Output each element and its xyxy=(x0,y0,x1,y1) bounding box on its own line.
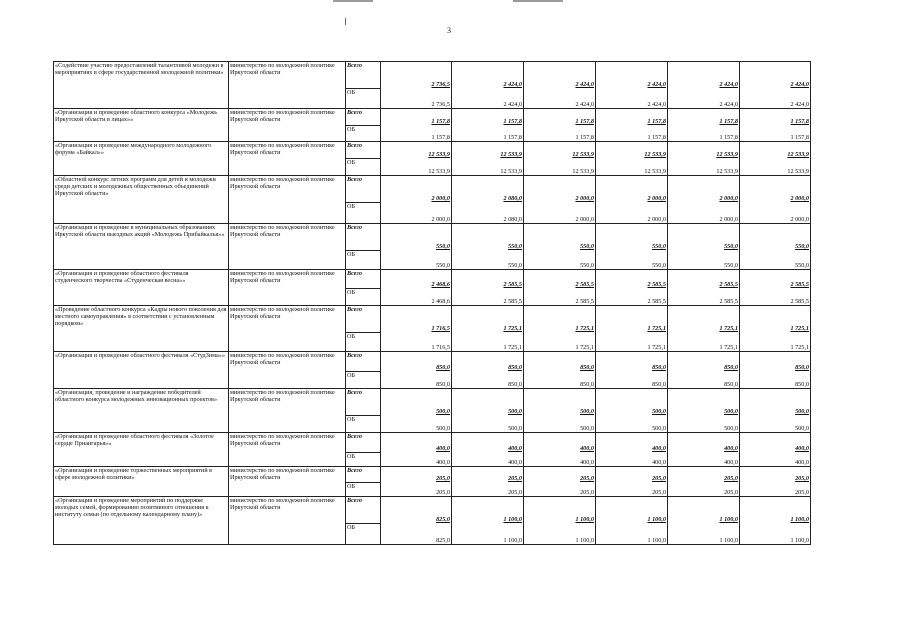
ob-amount: 500,0 xyxy=(596,416,668,433)
ob-amount: 400,0 xyxy=(596,453,668,467)
ob-amount: 1 725,1 xyxy=(596,333,668,352)
funding-type-ob: ОБ xyxy=(347,126,356,133)
ob-amount: 1 100,0 xyxy=(596,524,668,545)
total-amount: 2 000,0 xyxy=(740,176,811,203)
ob-amount: 2 585,5 xyxy=(740,289,811,306)
total-amount: 550,0 xyxy=(740,224,811,251)
total-amount: 500,0 xyxy=(740,389,811,416)
ob-amount: 2 424,0 xyxy=(740,89,811,109)
budget-table xyxy=(53,61,811,545)
ob-amount: 205,0 xyxy=(668,483,740,497)
total-amount: 2 000,0 xyxy=(596,176,668,203)
ob-amount: 550,0 xyxy=(596,251,668,270)
funding-type-total: Всего xyxy=(347,62,362,69)
table-row xyxy=(54,352,811,372)
total-amount: 2 585,5 xyxy=(524,270,596,289)
ob-amount: 400,0 xyxy=(740,453,811,467)
ob-amount: 2 585,5 xyxy=(452,289,524,306)
ob-amount: 850,0 xyxy=(452,372,524,389)
funding-type-total: Всего xyxy=(347,389,362,396)
responsible-department: министерство по молодежной политике Иркутской области xyxy=(229,433,346,467)
responsible-department: министерство по молодежной политике Иркутской области xyxy=(229,142,346,176)
funding-type-ob: ОБ xyxy=(347,333,356,340)
table-row xyxy=(54,467,811,483)
total-amount: 2 585,5 xyxy=(668,270,740,289)
total-amount: 2 424,0 xyxy=(740,62,811,89)
funding-type-ob: ОБ xyxy=(347,89,356,96)
activity-name: «Организация и проведение областного конкурса «Молодежь Иркутской области в лицах»» xyxy=(54,109,229,142)
total-amount: 1 157,8 xyxy=(524,109,596,126)
ob-amount: 400,0 xyxy=(668,453,740,467)
funding-type-ob: ОБ xyxy=(347,416,356,423)
table-row xyxy=(54,109,811,126)
ob-amount: 205,0 xyxy=(524,483,596,497)
ob-amount: 500,0 xyxy=(524,416,596,433)
activity-name: «Организация и проведение торжественных мероприятий в сфере молодежной политики» xyxy=(54,467,229,497)
activity-name: «Проведение областного конкурса «Кадры нового поколения для местного самоуправления» в соответствии с установленным порядком» xyxy=(54,306,229,352)
activity-name: «Организация, проведение и награждение победителей областного конкурса молодежных инновационных проектов» xyxy=(54,389,229,433)
total-amount: 2 468,6 xyxy=(381,270,452,289)
total-amount: 2 585,5 xyxy=(596,270,668,289)
funding-type-ob: ОБ xyxy=(347,453,356,460)
total-amount: 1 100,0 xyxy=(596,497,668,524)
total-amount: 400,0 xyxy=(452,433,524,453)
total-amount: 205,0 xyxy=(668,467,740,483)
ob-amount: 205,0 xyxy=(381,483,452,497)
ob-amount: 12 533,9 xyxy=(668,159,740,176)
ob-amount: 500,0 xyxy=(452,416,524,433)
total-amount: 850,0 xyxy=(740,352,811,372)
total-amount: 550,0 xyxy=(524,224,596,251)
total-amount: 2 424,0 xyxy=(452,62,524,89)
total-amount: 2 585,5 xyxy=(740,270,811,289)
total-amount: 2 080,0 xyxy=(452,176,524,203)
funding-type-total: Всего xyxy=(347,224,362,231)
ob-amount: 2 424,0 xyxy=(596,89,668,109)
ob-amount: 1 725,1 xyxy=(740,333,811,352)
ob-amount: 1 157,8 xyxy=(596,126,668,142)
funding-type-ob: ОБ xyxy=(347,372,356,379)
total-amount: 205,0 xyxy=(740,467,811,483)
ob-amount: 2 424,0 xyxy=(452,89,524,109)
total-amount: 850,0 xyxy=(668,352,740,372)
ob-amount: 1 725,1 xyxy=(452,333,524,352)
ob-amount: 2 000,0 xyxy=(668,203,740,224)
ob-amount: 550,0 xyxy=(524,251,596,270)
ob-amount: 12 533,9 xyxy=(524,159,596,176)
funding-type-ob: ОБ xyxy=(347,159,356,166)
ob-amount: 400,0 xyxy=(381,453,452,467)
ob-amount: 500,0 xyxy=(740,416,811,433)
total-amount: 550,0 xyxy=(668,224,740,251)
ob-amount: 205,0 xyxy=(740,483,811,497)
total-amount: 1 725,1 xyxy=(524,306,596,333)
table-row xyxy=(54,142,811,159)
ob-amount: 1 157,8 xyxy=(668,126,740,142)
table-row xyxy=(54,497,811,524)
funding-type-total: Всего xyxy=(347,467,362,474)
ob-amount: 12 533,9 xyxy=(452,159,524,176)
table-row xyxy=(54,62,811,89)
total-amount: 400,0 xyxy=(668,433,740,453)
funding-type-total: Всего xyxy=(347,306,362,313)
total-amount: 850,0 xyxy=(524,352,596,372)
funding-type-ob: ОБ xyxy=(347,483,356,490)
total-amount: 205,0 xyxy=(381,467,452,483)
ob-amount: 500,0 xyxy=(381,416,452,433)
total-amount: 400,0 xyxy=(596,433,668,453)
responsible-department: министерство по молодежной политике Иркутской области xyxy=(229,62,346,109)
total-amount: 12 533,9 xyxy=(524,142,596,159)
responsible-department: министерство по молодежной политике Иркутской области xyxy=(229,389,346,433)
ob-amount: 2 000,0 xyxy=(740,203,811,224)
funding-type-total: Всего xyxy=(347,270,362,277)
total-amount: 550,0 xyxy=(381,224,452,251)
ob-amount: 850,0 xyxy=(596,372,668,389)
table-row xyxy=(54,306,811,333)
responsible-department: министерство по молодежной политике Иркутской области xyxy=(229,109,346,142)
activity-name: «Организация и проведение областного фестиваля «Золотое сердце Приангарья»» xyxy=(54,433,229,467)
ob-amount: 1 157,8 xyxy=(524,126,596,142)
total-amount: 1 725,1 xyxy=(596,306,668,333)
ob-amount: 850,0 xyxy=(740,372,811,389)
funding-type-total: Всего xyxy=(347,352,362,359)
ob-amount: 2 424,0 xyxy=(668,89,740,109)
total-amount: 550,0 xyxy=(596,224,668,251)
total-amount: 1 157,8 xyxy=(381,109,452,126)
ob-amount: 2 000,0 xyxy=(524,203,596,224)
total-amount: 2 424,0 xyxy=(596,62,668,89)
responsible-department: министерство по молодежной политике Иркутской области xyxy=(229,306,346,352)
ob-amount: 2 000,0 xyxy=(596,203,668,224)
scan-mark xyxy=(345,18,346,25)
total-amount: 1 100,0 xyxy=(668,497,740,524)
total-amount: 500,0 xyxy=(668,389,740,416)
page-number: 3 xyxy=(447,26,451,35)
ob-amount: 205,0 xyxy=(452,483,524,497)
ob-amount: 1 100,0 xyxy=(668,524,740,545)
total-amount: 1 157,8 xyxy=(740,109,811,126)
total-amount: 850,0 xyxy=(381,352,452,372)
total-amount: 1 157,8 xyxy=(596,109,668,126)
total-amount: 12 533,9 xyxy=(668,142,740,159)
funding-type-total: Всего xyxy=(347,142,362,149)
total-amount: 500,0 xyxy=(452,389,524,416)
table-row xyxy=(54,389,811,416)
responsible-department: министерство по молодежной политике Иркутской области xyxy=(229,224,346,270)
total-amount: 1 100,0 xyxy=(524,497,596,524)
total-amount: 500,0 xyxy=(596,389,668,416)
total-amount: 850,0 xyxy=(452,352,524,372)
ob-amount: 205,0 xyxy=(596,483,668,497)
responsible-department: министерство по молодежной политике Иркутской области xyxy=(229,352,346,389)
ob-amount: 850,0 xyxy=(668,372,740,389)
activity-name: «Организация и проведение мероприятий по поддержке молодых семей, формированию позитивного отношения к институту семьи (по отдельному календарному плану)» xyxy=(54,497,229,545)
table-body xyxy=(54,62,811,545)
ob-amount: 1 716,5 xyxy=(381,333,452,352)
table-row xyxy=(54,176,811,203)
ob-amount: 850,0 xyxy=(524,372,596,389)
ob-amount: 1 725,1 xyxy=(524,333,596,352)
ob-amount: 2 468,6 xyxy=(381,289,452,306)
total-amount: 2 000,0 xyxy=(524,176,596,203)
ob-amount: 400,0 xyxy=(452,453,524,467)
responsible-department: министерство по молодежной политике Иркутской области xyxy=(229,270,346,306)
total-amount: 1 157,8 xyxy=(452,109,524,126)
ob-amount: 500,0 xyxy=(668,416,740,433)
activity-name: «Областной конкурс летних программ для детей и молодежи среди детских и молодежных общественных объединений Иркутской области» xyxy=(54,176,229,224)
total-amount: 500,0 xyxy=(524,389,596,416)
ob-amount: 2 585,5 xyxy=(668,289,740,306)
funding-type-total: Всего xyxy=(347,497,362,504)
ob-amount: 550,0 xyxy=(381,251,452,270)
ob-amount: 1 725,1 xyxy=(668,333,740,352)
ob-amount: 12 533,9 xyxy=(740,159,811,176)
total-amount: 550,0 xyxy=(452,224,524,251)
ob-amount: 1 157,8 xyxy=(452,126,524,142)
total-amount: 12 533,9 xyxy=(596,142,668,159)
ob-amount: 2 080,0 xyxy=(452,203,524,224)
total-amount: 205,0 xyxy=(524,467,596,483)
scan-edge-left xyxy=(333,0,373,2)
ob-amount: 1 100,0 xyxy=(452,524,524,545)
responsible-department: министерство по молодежной политике Иркутской области xyxy=(229,176,346,224)
funding-type-ob: ОБ xyxy=(347,251,356,258)
table-row xyxy=(54,224,811,251)
responsible-department: министерство по молодежной политике Иркутской области xyxy=(229,467,346,497)
ob-amount: 1 100,0 xyxy=(740,524,811,545)
activity-name: «Организация и проведение областного фестиваля «СтудЗима»» xyxy=(54,352,229,389)
activity-name: «Организация и проведение международного молодежного форума «Байкал»» xyxy=(54,142,229,176)
scan-edge-right xyxy=(513,0,563,2)
total-amount: 2 424,0 xyxy=(668,62,740,89)
ob-amount: 850,0 xyxy=(381,372,452,389)
total-amount: 12 533,9 xyxy=(452,142,524,159)
ob-amount: 1 157,8 xyxy=(740,126,811,142)
total-amount: 1 100,0 xyxy=(740,497,811,524)
ob-amount: 2 000,0 xyxy=(381,203,452,224)
activity-name: «Организация и проведение областного фестиваля студенческого творчества «Студенческая весна»» xyxy=(54,270,229,306)
activity-name: «Содействие участию предоставлений талантливой молодежи в мероприятиях в сфере государственной молодежной политики» xyxy=(54,62,229,109)
total-amount: 1 725,1 xyxy=(668,306,740,333)
funding-type-total: Всего xyxy=(347,176,362,183)
ob-amount: 825,0 xyxy=(381,524,452,545)
table-row xyxy=(54,270,811,289)
total-amount: 12 533,9 xyxy=(381,142,452,159)
ob-amount: 1 100,0 xyxy=(524,524,596,545)
responsible-department: министерство по молодежной политике Иркутской области xyxy=(229,497,346,545)
funding-type-total: Всего xyxy=(347,433,362,440)
funding-type-ob: ОБ xyxy=(347,524,356,531)
ob-amount: 12 533,9 xyxy=(596,159,668,176)
total-amount: 400,0 xyxy=(524,433,596,453)
total-amount: 1 716,5 xyxy=(381,306,452,333)
total-amount: 850,0 xyxy=(596,352,668,372)
total-amount: 1 100,0 xyxy=(452,497,524,524)
total-amount: 2 000,0 xyxy=(381,176,452,203)
total-amount: 205,0 xyxy=(596,467,668,483)
total-amount: 1 725,1 xyxy=(740,306,811,333)
ob-amount: 2 585,5 xyxy=(524,289,596,306)
funding-type-total: Всего xyxy=(347,109,362,116)
ob-amount: 1 157,8 xyxy=(381,126,452,142)
total-amount: 2 736,5 xyxy=(381,62,452,89)
ob-amount: 2 585,5 xyxy=(596,289,668,306)
total-amount: 12 533,9 xyxy=(740,142,811,159)
total-amount: 500,0 xyxy=(381,389,452,416)
total-amount: 825,0 xyxy=(381,497,452,524)
ob-amount: 400,0 xyxy=(524,453,596,467)
ob-amount: 2 736,5 xyxy=(381,89,452,109)
ob-amount: 2 424,0 xyxy=(524,89,596,109)
total-amount: 400,0 xyxy=(381,433,452,453)
funding-type-ob: ОБ xyxy=(347,203,356,210)
activity-name: «Организация и проведение в муниципальных образованиях Иркутской области выездных акций «Молодежь Прибайкалья»» xyxy=(54,224,229,270)
ob-amount: 550,0 xyxy=(668,251,740,270)
total-amount: 2 424,0 xyxy=(524,62,596,89)
total-amount: 400,0 xyxy=(740,433,811,453)
total-amount: 205,0 xyxy=(452,467,524,483)
total-amount: 1 157,8 xyxy=(668,109,740,126)
ob-amount: 550,0 xyxy=(740,251,811,270)
ob-amount: 12 533,9 xyxy=(381,159,452,176)
total-amount: 1 725,1 xyxy=(452,306,524,333)
total-amount: 2 585,5 xyxy=(452,270,524,289)
funding-type-ob: ОБ xyxy=(347,289,356,296)
total-amount: 2 000,0 xyxy=(668,176,740,203)
ob-amount: 550,0 xyxy=(452,251,524,270)
table-row xyxy=(54,433,811,453)
